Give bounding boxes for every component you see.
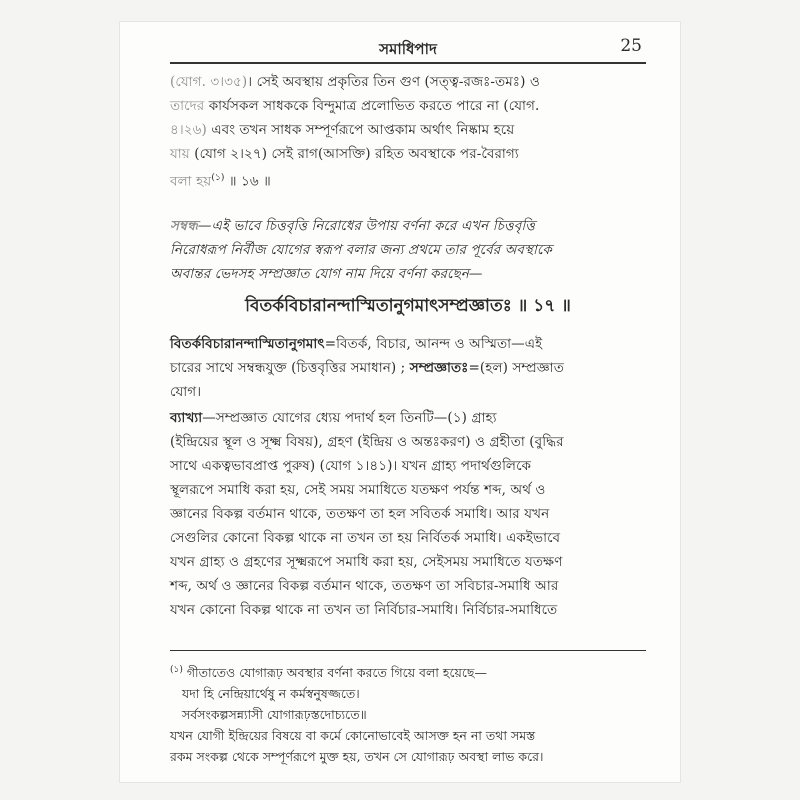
faded-reference: (যোগ. ৩।৩৫) (170, 74, 248, 90)
text-line (170, 214, 670, 238)
sutra-heading: বিতর্কবিচারানন্দাস্মিতানুগমাৎসম্প্রজ্ঞাতঃ ॥ ১৭ ॥ (245, 296, 571, 316)
footnote-line (170, 660, 646, 683)
faded-word: বলা হয় (170, 173, 212, 190)
text-line: যোগ। (170, 384, 202, 400)
meaning: =(হল) সম্প্রজ্ঞাত (468, 360, 564, 376)
faded-word: যায় (170, 146, 190, 162)
line-text: এবং তখন সাধক সম্পূর্ণরূপে আপ্তকাম অর্থাৎ নিষ্কাম হয়ে (206, 122, 515, 138)
running-title: সমাধিপাদ (379, 40, 437, 58)
term: সম্প্রজ্ঞাতঃ (409, 360, 469, 376)
faded-word: তাদের (170, 98, 205, 114)
line-text: —সম্প্রজ্ঞাত যোগের ধ্যেয় পদার্থ হল তিনটি—(১) গ্রাহ্য (202, 410, 497, 426)
text-line (170, 356, 670, 380)
footnote-verse: যদা হি নেন্দ্রিয়ার্থেষু ন কর্মস্বনুষজ্জতে। (182, 686, 360, 702)
text-line (170, 166, 670, 194)
text-line: সাথে একত্বভাবপ্রাপ্ত পুরুষ) (যোগ ১।৪১)। যখন গ্রাহ্য পদার্থগুলিকে (170, 458, 532, 474)
intro-paragraph (170, 70, 670, 194)
context-label: সম্বন্ধ (170, 218, 198, 234)
text-line (170, 406, 670, 430)
text-line: যখন কোনো বিকল্প থাকে না তখন তা নির্বিচার-সমাধি। নির্বিচার-সমাধিতে (170, 602, 558, 618)
text-line (170, 70, 670, 94)
text-line: স্থূলরূপে সমাধি করা হয়, সেই সময় সমাধিতে যতক্ষণ পর্যন্ত শব্দ, অর্থ ও (170, 482, 546, 498)
footnote-marker: (১) (170, 665, 183, 675)
text-line: (ইন্দ্রিয়ের স্থূল ও সূক্ষ্ম বিষয়), গ্রহণ (ইন্দ্রিয় ও অন্তঃকরণ) ও গ্রহীতা (বুদ্ধির (170, 434, 564, 450)
context-paragraph (170, 214, 670, 286)
text-line (170, 118, 670, 142)
text-line: শব্দ, অর্থ ও জ্ঞানের বিকল্প বর্তমান থাকে, ততক্ষণ তা সবিচার-সমাধি আর (170, 578, 559, 594)
term: বিতর্কবিচারানন্দাস্মিতানুগমাৎ (170, 336, 325, 352)
footnote-text: গীতাতেও যোগারূঢ় অবস্থার বর্ণনা করতে গিয়ে বলা হয়েছে— (182, 665, 487, 681)
faded-reference: ৪।২৬) (170, 122, 207, 138)
word-meaning-paragraph (170, 332, 670, 404)
commentary-paragraph (170, 406, 670, 622)
footnote-divider (170, 650, 646, 651)
verse-number: ॥ ১৬ ॥ (224, 173, 271, 190)
footnote-line: রকম সংকল্প থেকে সম্পূর্ণরূপে মুক্ত হয়, তখন সে যোগারূঢ় অবস্থা লাভ করে। (170, 749, 544, 765)
page-number: 25 (620, 36, 642, 56)
text-line: যখন গ্রাহ্য ও গ্রহণের সূক্ষ্মরূপে সমাধি করা হয়, সেইসময় সমাধিতে যতক্ষণ (170, 554, 563, 570)
line-text: কার্যসকল সাধককে বিন্দুমাত্র প্রলোভিত করতে পারে না (যোগ. (204, 98, 540, 114)
commentary-label: ব্যাখ্যা (170, 410, 203, 426)
book-page (120, 22, 680, 782)
meaning: =বিতর্ক, বিচার, আনন্দ ও অস্মিতা—এই (324, 336, 543, 352)
line-text: । সেই অবস্থায় প্রকৃতির তিন গুণ (সত্ত্ব-রজঃ-তমঃ) ও (247, 74, 540, 90)
page-header (170, 36, 646, 64)
footnote-verse: সর্বসংকল্পসন্ন্যাসী যোগারূঢ়স্তদোচ্যতে॥ (182, 707, 367, 723)
text-line: জ্ঞানের বিকল্প বর্তমান থাকে, ততক্ষণ তা হল সবিতর্ক সমাধি। আর যখন (170, 506, 550, 522)
text-line (170, 94, 670, 118)
footnote-block (170, 660, 646, 767)
text-line: সেগুলির কোনো বিকল্প থাকে না তখন তা হয় নির্বিতর্ক সমাধি। একইভাবে (170, 530, 561, 546)
footnote-marker: (১) (211, 173, 225, 183)
meaning: চারের সাথে সম্বন্ধযুক্ত (চিত্তবৃত্তির সমাধান) ; (170, 360, 410, 376)
line-text: —এই ভাবে চিত্তবৃত্তি নিরোধের উপায় বর্ণনা করে এখন চিত্তবৃত্তি (197, 218, 535, 234)
text-line (170, 142, 670, 166)
text-line: নিরোধরূপ নির্বীজ যোগের স্বরূপ বলার জন্য প্রথমে তার পূর্বের অবস্থাকে (170, 242, 552, 258)
text-line: অবান্তর ভেদসহ সম্প্রজ্ঞাত যোগ নাম দিয়ে বর্ণনা করছেন— (170, 266, 483, 282)
line-text: (যোগ ২।২৭) সেই রাগ(আসক্তি) রহিত অবস্থাকে পর-বৈরাগ্য (189, 146, 519, 162)
footnote-line: যখন যোগী ইন্দ্রিয়ের বিষয়ে বা কর্মে কোনোভাবেই আসক্ত হন না তথা সমস্ত (170, 728, 536, 744)
text-line (170, 332, 670, 356)
